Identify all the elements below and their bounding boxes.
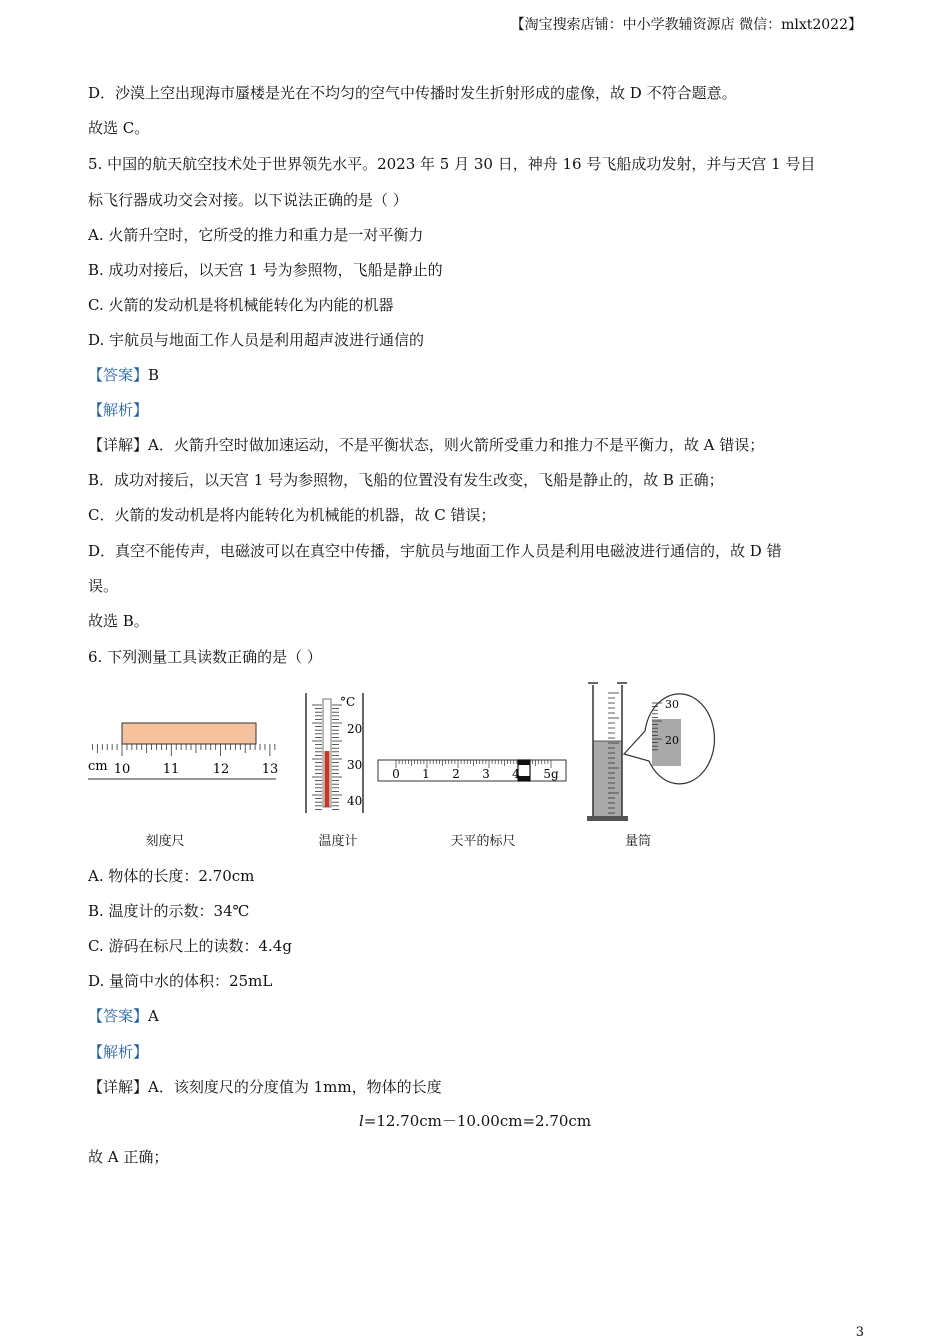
question-6-stem: 6. 下列测量工具读数正确的是（ ） xyxy=(88,648,322,666)
ruler-diagram xyxy=(88,723,278,779)
balance-scale-diagram xyxy=(378,760,566,781)
option-a: A. 物体的长度：2.70cm xyxy=(88,867,255,885)
detail-line: 误。 xyxy=(88,577,119,595)
ruler-label: 13 xyxy=(261,762,279,777)
page-header: 【淘宝搜索店铺：中小学教辅资源店 微信：mlxt2022】 xyxy=(510,17,862,33)
option-c: C. 游码在标尺上的读数：4.4g xyxy=(88,937,292,955)
thermometer-label: 30 xyxy=(347,758,363,772)
cylinder-diagram xyxy=(587,683,714,821)
ruler-ticks xyxy=(92,744,274,756)
formula-expression: =12.70cm－10.00cm=2.70cm xyxy=(363,1112,592,1130)
answer-line xyxy=(88,364,159,385)
answer-value: B xyxy=(148,366,160,384)
page-number: 3 xyxy=(855,1325,864,1340)
beam-label: 2 xyxy=(452,767,460,781)
analysis-line xyxy=(88,399,148,420)
answer-tag: 【答案】 xyxy=(88,1007,149,1025)
detail-line: C．火箭的发动机是将内能转化为机械能的机器，故 C 错误； xyxy=(88,506,496,524)
balance-beam xyxy=(378,760,566,781)
option-b: B. 温度计的示数：34℃ xyxy=(88,902,250,920)
answer-value: A xyxy=(148,1007,159,1025)
cylinder-caption: 量筒 xyxy=(624,834,651,849)
beam-label: 1 xyxy=(422,767,430,781)
beam-label: 0 xyxy=(392,767,400,781)
option-d: D. 量筒中水的体积：25mL xyxy=(88,972,273,990)
option-b: B. 成功对接后，以天宫 1 号为参照物，飞船是静止的 xyxy=(88,261,443,279)
measurement-figure xyxy=(0,675,950,855)
thermometer-label: 20 xyxy=(347,722,363,736)
option-c: C. 火箭的发动机是将机械能转化为内能的机器 xyxy=(88,296,394,314)
formula-variable: l xyxy=(358,1112,364,1130)
option-a: A. 火箭升空时，它所受的推力和重力是一对平衡力 xyxy=(88,226,424,244)
balance-caption: 天平的标尺 xyxy=(450,834,516,849)
question-5-stem: 5. 中国的航天航空技术处于世界领先水平。2023 年 5 月 30 日，神舟 16 号飞船成功发射，并与天宫 1 号目 xyxy=(88,155,816,173)
beam-label: 3 xyxy=(482,767,490,781)
beam-label: 4 xyxy=(512,767,520,781)
ruler-label: 12 xyxy=(212,762,230,777)
analysis-tag: 【解析】 xyxy=(88,1043,149,1061)
thermometer-unit-label: °C xyxy=(340,695,356,709)
ruler-label: 11 xyxy=(162,762,180,777)
text-line: 故选 C。 xyxy=(88,119,150,137)
answer-tag: 【答案】 xyxy=(88,366,149,384)
answer-line xyxy=(88,1005,159,1026)
conclusion-line: 故 A 正确； xyxy=(88,1148,169,1166)
detail-line: 【详解】A．该刻度尺的分度值为 1mm，物体的长度 xyxy=(88,1078,442,1096)
measured-object xyxy=(122,723,256,744)
zoom-label: 20 xyxy=(665,734,679,747)
analysis-tag: 【解析】 xyxy=(88,401,149,419)
text-line: D．沙漠上空出现海市蜃楼是光在不均匀的空气中传播时发生折射形成的虚像，故 D 不符合题意。 xyxy=(88,84,737,102)
analysis-line xyxy=(88,1041,148,1062)
thermometer-label: 40 xyxy=(347,794,363,808)
formula xyxy=(0,1110,950,1131)
thermometer-liquid xyxy=(325,751,330,807)
cylinder-base xyxy=(587,816,628,821)
detail-line: B．成功对接后，以天宫 1 号为参照物，飞船的位置没有发生改变，飞船是静止的，故 B 正确； xyxy=(88,471,724,489)
detail-line: 【详解】A．火箭升空时做加速运动，不是平衡状态，则火箭所受重力和推力不是平衡力，故 A 错误； xyxy=(88,436,765,454)
zoom-label: 30 xyxy=(665,698,679,711)
conclusion-line: 故选 B。 xyxy=(88,612,149,630)
option-d: D. 宇航员与地面工作人员是利用超声波进行通信的 xyxy=(88,331,425,349)
ruler-unit-label: cm xyxy=(88,759,108,774)
ruler-caption: 刻度尺 xyxy=(145,834,185,849)
detail-line: D．真空不能传声，电磁波可以在真空中传播，宇航员与地面工作人员是利用电磁波进行通信的，故 D 错 xyxy=(88,542,782,560)
ruler-label: 10 xyxy=(113,762,131,777)
question-5-stem: 标飞行器成功交会对接。以下说法正确的是（ ） xyxy=(88,191,408,209)
thermometer-caption: 温度计 xyxy=(318,834,358,849)
beam-label: 5g xyxy=(543,767,559,781)
thermometer-diagram xyxy=(306,693,363,813)
cylinder-water xyxy=(593,741,622,816)
